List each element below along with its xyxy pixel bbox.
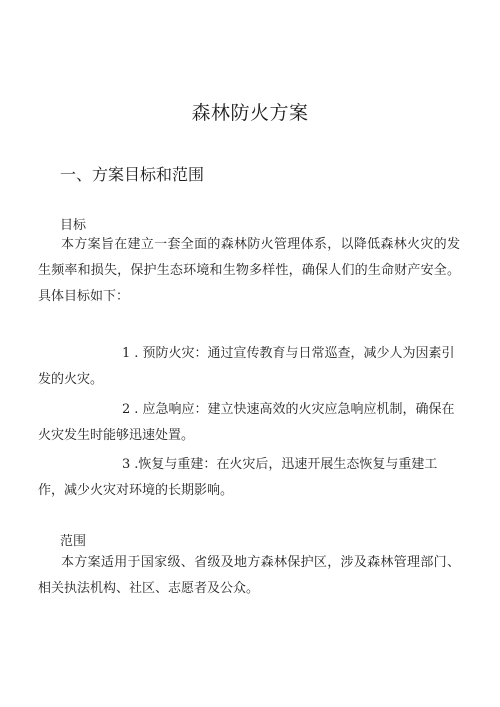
document-title: 森林防火方案 [191,102,309,124]
goal-item-number: 2 [122,402,131,417]
goal-item [38,397,460,449]
section-heading: 一、方案目标和范围 [60,165,205,184]
goals-label: 目标 [60,218,87,233]
goal-item [38,341,460,393]
goal-item-text: .恢复与重建：在火灾后，迅速开展生态恢复与重建工作，减少火灾对环境的长期影响。 [38,457,438,498]
scope-paragraph: 本方案适用于国家级、省级及地方森林保护区，涉及森林管理部门、相关执法机构、社区、志愿者及公众。 [38,555,460,596]
goal-item [38,452,460,504]
scope-label: 范围 [60,534,87,549]
goal-item-number: 3 [122,457,131,472]
goal-item-number: 1 [122,346,131,361]
goal-item-text: . 应急响应：建立快速高效的火灾应急响应机制，确保在火灾发生时能够迅速处置。 [38,402,455,443]
goals-intro-paragraph: 本方案旨在建立一套全面的森林防火管理体系，以降低森林火灾的发生频率和损失，保护生态环境和生物多样性，确保人们的生命财产安全。具体目标如下： [38,237,460,304]
goal-item-text: . 预防火灾：通过宣传教育与日常巡查，减少人为因素引发的火灾。 [38,346,455,387]
